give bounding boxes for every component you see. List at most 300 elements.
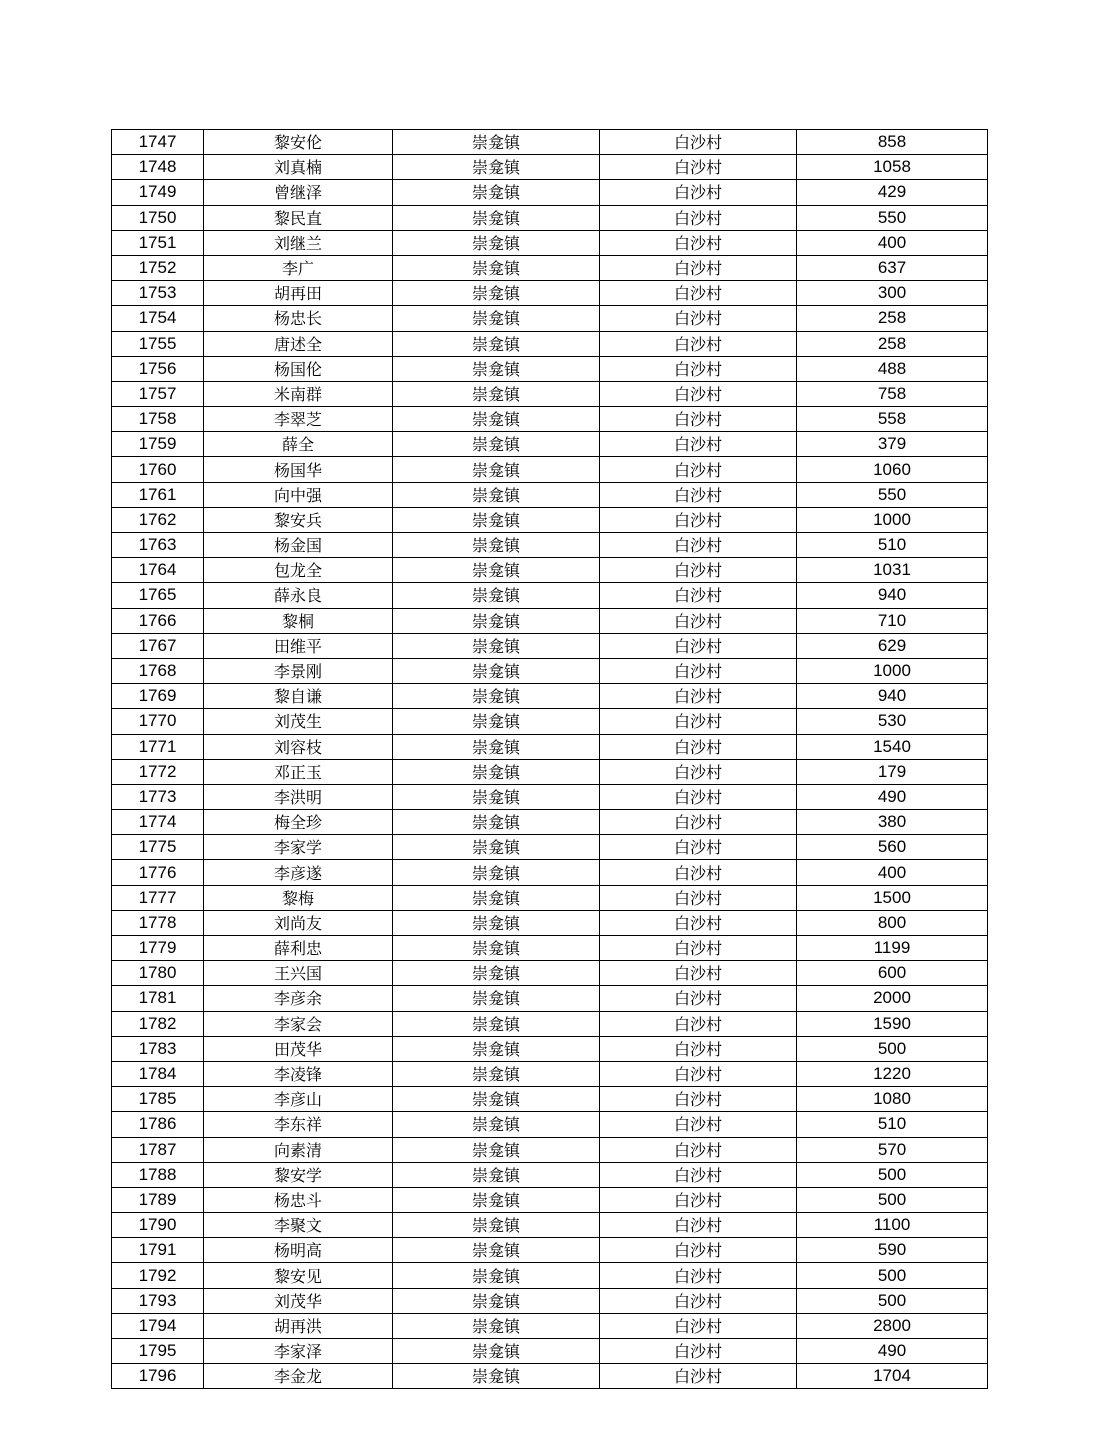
cell-amount: 1590	[797, 1011, 988, 1036]
cell-id: 1765	[112, 583, 204, 608]
table-row	[112, 457, 988, 482]
cell-amount: 490	[797, 784, 988, 809]
cell-town: 崇龛镇	[393, 1112, 600, 1137]
cell-amount: 2800	[797, 1313, 988, 1338]
cell-town: 崇龛镇	[393, 1162, 600, 1187]
cell-name: 田维平	[204, 633, 393, 658]
cell-id: 1755	[112, 331, 204, 356]
cell-village: 白沙村	[600, 457, 797, 482]
cell-id: 1756	[112, 356, 204, 381]
table-row	[112, 1213, 988, 1238]
cell-amount: 2000	[797, 986, 988, 1011]
cell-name: 李金龙	[204, 1364, 393, 1389]
cell-amount: 637	[797, 255, 988, 280]
cell-amount: 558	[797, 407, 988, 432]
cell-amount: 490	[797, 1339, 988, 1364]
table-row	[112, 1187, 988, 1212]
cell-amount: 510	[797, 533, 988, 558]
cell-name: 杨国伦	[204, 356, 393, 381]
cell-town: 崇龛镇	[393, 910, 600, 935]
cell-amount: 1000	[797, 658, 988, 683]
cell-id: 1768	[112, 658, 204, 683]
cell-town: 崇龛镇	[393, 1238, 600, 1263]
cell-name: 刘真楠	[204, 155, 393, 180]
cell-amount: 550	[797, 482, 988, 507]
cell-name: 李洪明	[204, 784, 393, 809]
cell-name: 薛全	[204, 432, 393, 457]
cell-village: 白沙村	[600, 1339, 797, 1364]
cell-id: 1776	[112, 860, 204, 885]
cell-village: 白沙村	[600, 759, 797, 784]
cell-village: 白沙村	[600, 205, 797, 230]
cell-id: 1763	[112, 533, 204, 558]
cell-town: 崇龛镇	[393, 1036, 600, 1061]
table-row	[112, 1137, 988, 1162]
cell-amount: 400	[797, 860, 988, 885]
cell-name: 梅全珍	[204, 810, 393, 835]
cell-id: 1792	[112, 1263, 204, 1288]
cell-id: 1787	[112, 1137, 204, 1162]
cell-id: 1762	[112, 507, 204, 532]
cell-town: 崇龛镇	[393, 709, 600, 734]
cell-id: 1769	[112, 684, 204, 709]
cell-town: 崇龛镇	[393, 331, 600, 356]
table-row	[112, 205, 988, 230]
cell-town: 崇龛镇	[393, 885, 600, 910]
cell-id: 1774	[112, 810, 204, 835]
cell-amount: 400	[797, 230, 988, 255]
cell-town: 崇龛镇	[393, 255, 600, 280]
cell-village: 白沙村	[600, 860, 797, 885]
cell-id: 1789	[112, 1187, 204, 1212]
cell-amount: 488	[797, 356, 988, 381]
cell-village: 白沙村	[600, 658, 797, 683]
cell-village: 白沙村	[600, 885, 797, 910]
cell-town: 崇龛镇	[393, 482, 600, 507]
cell-amount: 1060	[797, 457, 988, 482]
cell-name: 向素清	[204, 1137, 393, 1162]
cell-name: 李家学	[204, 835, 393, 860]
cell-town: 崇龛镇	[393, 1339, 600, 1364]
cell-amount: 500	[797, 1036, 988, 1061]
cell-town: 崇龛镇	[393, 684, 600, 709]
cell-id: 1773	[112, 784, 204, 809]
cell-id: 1748	[112, 155, 204, 180]
cell-amount: 1080	[797, 1087, 988, 1112]
cell-village: 白沙村	[600, 432, 797, 457]
cell-village: 白沙村	[600, 331, 797, 356]
table-row	[112, 835, 988, 860]
cell-id: 1772	[112, 759, 204, 784]
table-row	[112, 255, 988, 280]
cell-id: 1767	[112, 633, 204, 658]
cell-name: 杨忠长	[204, 306, 393, 331]
cell-id: 1779	[112, 936, 204, 961]
cell-town: 崇龛镇	[393, 734, 600, 759]
table-row	[112, 658, 988, 683]
cell-id: 1757	[112, 381, 204, 406]
cell-village: 白沙村	[600, 1112, 797, 1137]
cell-village: 白沙村	[600, 1061, 797, 1086]
cell-amount: 550	[797, 205, 988, 230]
table-row	[112, 1061, 988, 1086]
table-row	[112, 533, 988, 558]
cell-name: 黎安见	[204, 1263, 393, 1288]
cell-name: 胡再洪	[204, 1313, 393, 1338]
cell-name: 黎安兵	[204, 507, 393, 532]
cell-village: 白沙村	[600, 155, 797, 180]
cell-id: 1759	[112, 432, 204, 457]
cell-id: 1793	[112, 1288, 204, 1313]
cell-name: 杨明高	[204, 1238, 393, 1263]
cell-id: 1777	[112, 885, 204, 910]
cell-amount: 500	[797, 1187, 988, 1212]
table-row	[112, 910, 988, 935]
cell-town: 崇龛镇	[393, 230, 600, 255]
table-row	[112, 482, 988, 507]
cell-town: 崇龛镇	[393, 1263, 600, 1288]
cell-name: 刘尚友	[204, 910, 393, 935]
cell-id: 1775	[112, 835, 204, 860]
cell-id: 1758	[112, 407, 204, 432]
table-row	[112, 1364, 988, 1389]
cell-name: 刘容枝	[204, 734, 393, 759]
cell-village: 白沙村	[600, 1238, 797, 1263]
cell-name: 李家会	[204, 1011, 393, 1036]
table-row	[112, 986, 988, 1011]
cell-name: 刘茂华	[204, 1288, 393, 1313]
cell-id: 1796	[112, 1364, 204, 1389]
cell-name: 田茂华	[204, 1036, 393, 1061]
cell-village: 白沙村	[600, 1213, 797, 1238]
cell-id: 1754	[112, 306, 204, 331]
cell-amount: 510	[797, 1112, 988, 1137]
cell-amount: 1199	[797, 936, 988, 961]
cell-id: 1778	[112, 910, 204, 935]
cell-amount: 380	[797, 810, 988, 835]
cell-id: 1790	[112, 1213, 204, 1238]
cell-town: 崇龛镇	[393, 1313, 600, 1338]
cell-town: 崇龛镇	[393, 608, 600, 633]
cell-id: 1795	[112, 1339, 204, 1364]
cell-town: 崇龛镇	[393, 1087, 600, 1112]
cell-amount: 800	[797, 910, 988, 935]
cell-name: 刘继兰	[204, 230, 393, 255]
cell-village: 白沙村	[600, 936, 797, 961]
cell-town: 崇龛镇	[393, 583, 600, 608]
cell-amount: 560	[797, 835, 988, 860]
cell-town: 崇龛镇	[393, 558, 600, 583]
cell-id: 1781	[112, 986, 204, 1011]
cell-amount: 429	[797, 180, 988, 205]
cell-amount: 1058	[797, 155, 988, 180]
table-row	[112, 1036, 988, 1061]
table-row	[112, 734, 988, 759]
cell-town: 崇龛镇	[393, 1213, 600, 1238]
cell-name: 米南群	[204, 381, 393, 406]
cell-amount: 940	[797, 684, 988, 709]
table-row	[112, 381, 988, 406]
cell-amount: 629	[797, 633, 988, 658]
cell-name: 李彦遂	[204, 860, 393, 885]
cell-name: 刘茂生	[204, 709, 393, 734]
cell-id: 1770	[112, 709, 204, 734]
table-row	[112, 684, 988, 709]
cell-town: 崇龛镇	[393, 784, 600, 809]
cell-name: 李景刚	[204, 658, 393, 683]
cell-village: 白沙村	[600, 230, 797, 255]
cell-id: 1766	[112, 608, 204, 633]
cell-town: 崇龛镇	[393, 1288, 600, 1313]
cell-town: 崇龛镇	[393, 1187, 600, 1212]
cell-village: 白沙村	[600, 381, 797, 406]
cell-name: 薛利忠	[204, 936, 393, 961]
cell-amount: 600	[797, 961, 988, 986]
table-row	[112, 1238, 988, 1263]
cell-village: 白沙村	[600, 961, 797, 986]
table-row	[112, 784, 988, 809]
cell-town: 崇龛镇	[393, 986, 600, 1011]
cell-town: 崇龛镇	[393, 1011, 600, 1036]
cell-village: 白沙村	[600, 734, 797, 759]
cell-name: 李聚文	[204, 1213, 393, 1238]
table-row	[112, 1087, 988, 1112]
cell-village: 白沙村	[600, 507, 797, 532]
cell-id: 1747	[112, 130, 204, 155]
table-row	[112, 230, 988, 255]
cell-name: 包龙全	[204, 558, 393, 583]
cell-amount: 1031	[797, 558, 988, 583]
table-row	[112, 1288, 988, 1313]
table-row	[112, 407, 988, 432]
cell-name: 李广	[204, 255, 393, 280]
cell-name: 杨忠斗	[204, 1187, 393, 1212]
cell-town: 崇龛镇	[393, 759, 600, 784]
table-row	[112, 1313, 988, 1338]
cell-village: 白沙村	[600, 281, 797, 306]
table-row	[112, 1339, 988, 1364]
cell-name: 黎安伦	[204, 130, 393, 155]
cell-town: 崇龛镇	[393, 860, 600, 885]
table-row	[112, 860, 988, 885]
table-row	[112, 180, 988, 205]
cell-town: 崇龛镇	[393, 633, 600, 658]
cell-village: 白沙村	[600, 608, 797, 633]
cell-id: 1771	[112, 734, 204, 759]
cell-amount: 1220	[797, 1061, 988, 1086]
cell-amount: 500	[797, 1263, 988, 1288]
cell-amount: 758	[797, 381, 988, 406]
cell-amount: 258	[797, 331, 988, 356]
table-row	[112, 1162, 988, 1187]
cell-town: 崇龛镇	[393, 835, 600, 860]
cell-village: 白沙村	[600, 482, 797, 507]
cell-name: 邓正玉	[204, 759, 393, 784]
cell-village: 白沙村	[600, 1087, 797, 1112]
cell-name: 黎梅	[204, 885, 393, 910]
cell-town: 崇龛镇	[393, 432, 600, 457]
cell-id: 1791	[112, 1238, 204, 1263]
cell-amount: 258	[797, 306, 988, 331]
cell-village: 白沙村	[600, 130, 797, 155]
cell-amount: 858	[797, 130, 988, 155]
cell-id: 1788	[112, 1162, 204, 1187]
cell-village: 白沙村	[600, 709, 797, 734]
cell-name: 黎桐	[204, 608, 393, 633]
cell-village: 白沙村	[600, 810, 797, 835]
table-row	[112, 961, 988, 986]
cell-name: 胡再田	[204, 281, 393, 306]
cell-town: 崇龛镇	[393, 407, 600, 432]
cell-town: 崇龛镇	[393, 155, 600, 180]
cell-town: 崇龛镇	[393, 533, 600, 558]
cell-village: 白沙村	[600, 558, 797, 583]
table-row	[112, 936, 988, 961]
cell-amount: 1000	[797, 507, 988, 532]
cell-town: 崇龛镇	[393, 1061, 600, 1086]
cell-town: 崇龛镇	[393, 356, 600, 381]
cell-village: 白沙村	[600, 306, 797, 331]
cell-id: 1784	[112, 1061, 204, 1086]
cell-name: 唐述全	[204, 331, 393, 356]
cell-amount: 530	[797, 709, 988, 734]
cell-id: 1750	[112, 205, 204, 230]
cell-town: 崇龛镇	[393, 205, 600, 230]
table-row	[112, 885, 988, 910]
table-row	[112, 633, 988, 658]
cell-amount: 300	[797, 281, 988, 306]
cell-village: 白沙村	[600, 1313, 797, 1338]
cell-id: 1782	[112, 1011, 204, 1036]
table-row	[112, 759, 988, 784]
cell-id: 1751	[112, 230, 204, 255]
cell-id: 1785	[112, 1087, 204, 1112]
table-row	[112, 281, 988, 306]
cell-name: 李家泽	[204, 1339, 393, 1364]
table-row	[112, 558, 988, 583]
cell-id: 1749	[112, 180, 204, 205]
subsidy-table	[111, 129, 988, 1389]
cell-name: 黎民直	[204, 205, 393, 230]
cell-amount: 1100	[797, 1213, 988, 1238]
table-row	[112, 155, 988, 180]
cell-village: 白沙村	[600, 583, 797, 608]
cell-name: 李彦余	[204, 986, 393, 1011]
cell-name: 李东祥	[204, 1112, 393, 1137]
cell-id: 1783	[112, 1036, 204, 1061]
cell-id: 1786	[112, 1112, 204, 1137]
cell-town: 崇龛镇	[393, 281, 600, 306]
cell-town: 崇龛镇	[393, 130, 600, 155]
cell-village: 白沙村	[600, 533, 797, 558]
cell-town: 崇龛镇	[393, 1137, 600, 1162]
table-row	[112, 709, 988, 734]
cell-village: 白沙村	[600, 784, 797, 809]
cell-village: 白沙村	[600, 255, 797, 280]
cell-town: 崇龛镇	[393, 961, 600, 986]
cell-id: 1753	[112, 281, 204, 306]
cell-village: 白沙村	[600, 1288, 797, 1313]
cell-amount: 710	[797, 608, 988, 633]
table-row	[112, 1112, 988, 1137]
cell-village: 白沙村	[600, 1162, 797, 1187]
cell-village: 白沙村	[600, 407, 797, 432]
cell-amount: 179	[797, 759, 988, 784]
table-row	[112, 810, 988, 835]
cell-amount: 940	[797, 583, 988, 608]
cell-id: 1794	[112, 1313, 204, 1338]
cell-name: 黎安学	[204, 1162, 393, 1187]
cell-amount: 1500	[797, 885, 988, 910]
cell-id: 1760	[112, 457, 204, 482]
cell-village: 白沙村	[600, 1137, 797, 1162]
cell-name: 李翠芝	[204, 407, 393, 432]
cell-town: 崇龛镇	[393, 810, 600, 835]
cell-id: 1761	[112, 482, 204, 507]
cell-town: 崇龛镇	[393, 658, 600, 683]
table-row	[112, 331, 988, 356]
cell-village: 白沙村	[600, 1187, 797, 1212]
table-row	[112, 1011, 988, 1036]
cell-town: 崇龛镇	[393, 457, 600, 482]
cell-name: 向中强	[204, 482, 393, 507]
table-row	[112, 432, 988, 457]
table-row	[112, 130, 988, 155]
cell-name: 黎自谦	[204, 684, 393, 709]
table-row	[112, 507, 988, 532]
cell-name: 李彦山	[204, 1087, 393, 1112]
cell-village: 白沙村	[600, 684, 797, 709]
cell-village: 白沙村	[600, 835, 797, 860]
cell-village: 白沙村	[600, 1036, 797, 1061]
cell-id: 1780	[112, 961, 204, 986]
cell-amount: 500	[797, 1162, 988, 1187]
cell-town: 崇龛镇	[393, 180, 600, 205]
cell-amount: 590	[797, 1238, 988, 1263]
table-body	[112, 130, 988, 1389]
cell-amount: 1540	[797, 734, 988, 759]
cell-amount: 1704	[797, 1364, 988, 1389]
cell-id: 1764	[112, 558, 204, 583]
table-row	[112, 608, 988, 633]
table-row	[112, 1263, 988, 1288]
table-row	[112, 356, 988, 381]
cell-amount: 379	[797, 432, 988, 457]
cell-amount: 570	[797, 1137, 988, 1162]
cell-village: 白沙村	[600, 180, 797, 205]
cell-village: 白沙村	[600, 986, 797, 1011]
cell-town: 崇龛镇	[393, 507, 600, 532]
cell-town: 崇龛镇	[393, 936, 600, 961]
cell-name: 王兴国	[204, 961, 393, 986]
cell-name: 曾继泽	[204, 180, 393, 205]
cell-town: 崇龛镇	[393, 381, 600, 406]
cell-village: 白沙村	[600, 633, 797, 658]
cell-name: 李凌锋	[204, 1061, 393, 1086]
cell-id: 1752	[112, 255, 204, 280]
table-row	[112, 583, 988, 608]
cell-village: 白沙村	[600, 356, 797, 381]
cell-name: 杨金国	[204, 533, 393, 558]
cell-amount: 500	[797, 1288, 988, 1313]
cell-name: 杨国华	[204, 457, 393, 482]
cell-name: 薛永良	[204, 583, 393, 608]
cell-town: 崇龛镇	[393, 1364, 600, 1389]
cell-village: 白沙村	[600, 1364, 797, 1389]
cell-village: 白沙村	[600, 1263, 797, 1288]
cell-town: 崇龛镇	[393, 306, 600, 331]
table-row	[112, 306, 988, 331]
